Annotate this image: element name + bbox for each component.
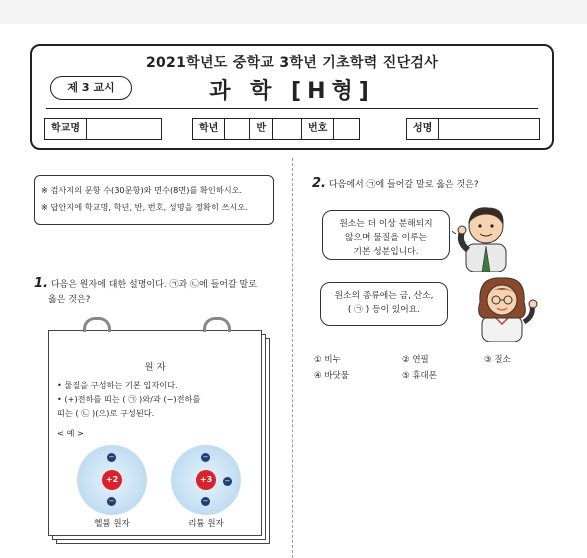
question-1-number: 1. (34, 276, 48, 291)
lithium-atom-diagram (171, 445, 241, 515)
binder-ring-right-icon (203, 317, 231, 332)
name-input-box[interactable] (439, 119, 539, 139)
bubble-2-line-2: ( ㉠ ) 등이 있어요. (347, 305, 421, 315)
question-2-text: 다음에서 ㉠에 들어갈 말로 옳은 것은? (328, 180, 479, 190)
grade-class-number-field (192, 118, 360, 140)
question-1-text-line1: 다음은 원자에 대한 설명이다. ㉠과 ㉡에 들어갈 말로 (50, 280, 257, 290)
instructions-notice (34, 175, 274, 225)
card-line-3: 띠는 ( ㉡ )(으)로 구성된다. (57, 408, 155, 418)
helium-electron-top: − (108, 453, 115, 461)
atom-card (48, 330, 262, 536)
grade-input-box[interactable] (225, 119, 250, 139)
card-title: 원 자 (144, 362, 166, 373)
number-input-box[interactable] (334, 119, 359, 139)
answer-choices (314, 352, 564, 388)
question-2-number: 2. (312, 176, 326, 191)
bubble-1-line-1: 원소는 더 이상 분해되지 (339, 219, 433, 229)
subject-title: 과 학 [H형] (209, 79, 375, 104)
period-badge: 제 3 교시 (50, 76, 132, 100)
card-example-label: < 예 > (57, 428, 84, 438)
choice-1[interactable]: ① 비누 (314, 355, 341, 365)
class-input-box[interactable] (273, 119, 302, 139)
lithium-label: 리튬 원자 (188, 519, 224, 529)
girl-character-icon (468, 272, 544, 342)
class-label: 반 (250, 119, 273, 139)
choice-3[interactable]: ③ 질소 (484, 355, 511, 365)
grade-label: 학년 (193, 119, 225, 139)
helium-nucleus: +2 (102, 470, 122, 490)
bubble-2-line-1: 원소의 종류에는 금, 산소, (334, 291, 434, 301)
speech-bubble-1 (322, 210, 450, 260)
school-field (44, 118, 162, 140)
notice-line-1: ※ 검사지의 문항 수(30문항)와 면수(8면)를 확인하시오. (41, 185, 243, 195)
exam-header (30, 44, 554, 150)
exam-title: 2021학년도 중학교 3학년 기초학력 진단검사 (145, 55, 439, 71)
header-divider (46, 108, 538, 109)
top-strip (0, 0, 587, 24)
lithium-nucleus: +3 (196, 470, 216, 490)
school-label: 학교명 (45, 119, 87, 139)
notice-line-2: ※ 답안지에 학교명, 학년, 반, 번호, 성명을 정확히 쓰시오. (41, 202, 248, 212)
bubble-1-line-2: 않으며 물질을 이루는 (344, 233, 428, 243)
bubble-1-line-3: 기본 성분입니다. (353, 247, 419, 257)
choice-2[interactable]: ② 연필 (402, 355, 429, 365)
column-divider (292, 158, 293, 558)
name-label: 성명 (407, 119, 439, 139)
lithium-electron-right: − (224, 477, 231, 485)
lithium-electron-bottom: − (202, 497, 209, 505)
binder-ring-left-icon (83, 317, 111, 332)
question-2 (312, 176, 562, 193)
lithium-electron-top: − (202, 453, 209, 461)
helium-atom-diagram (77, 445, 147, 515)
question-1 (34, 276, 279, 308)
card-line-2: • (+)전하를 띠는 ( ㉠ )와/과 (−)전하를 (57, 394, 201, 404)
boy-character-icon (452, 200, 524, 272)
speech-bubble-2 (320, 282, 448, 326)
question-1-text-line2: 옳은 것은? (48, 295, 91, 305)
school-input-box[interactable] (87, 119, 161, 139)
helium-label: 헬륨 원자 (94, 519, 130, 529)
choice-5[interactable]: ⑤ 휴대폰 (402, 371, 437, 381)
helium-electron-bottom: − (108, 497, 115, 505)
card-line-1: • 물질을 구성하는 기본 입자이다. (57, 380, 178, 390)
choice-4[interactable]: ④ 바닷물 (314, 371, 349, 381)
name-field (406, 118, 540, 140)
number-label: 번호 (302, 119, 334, 139)
